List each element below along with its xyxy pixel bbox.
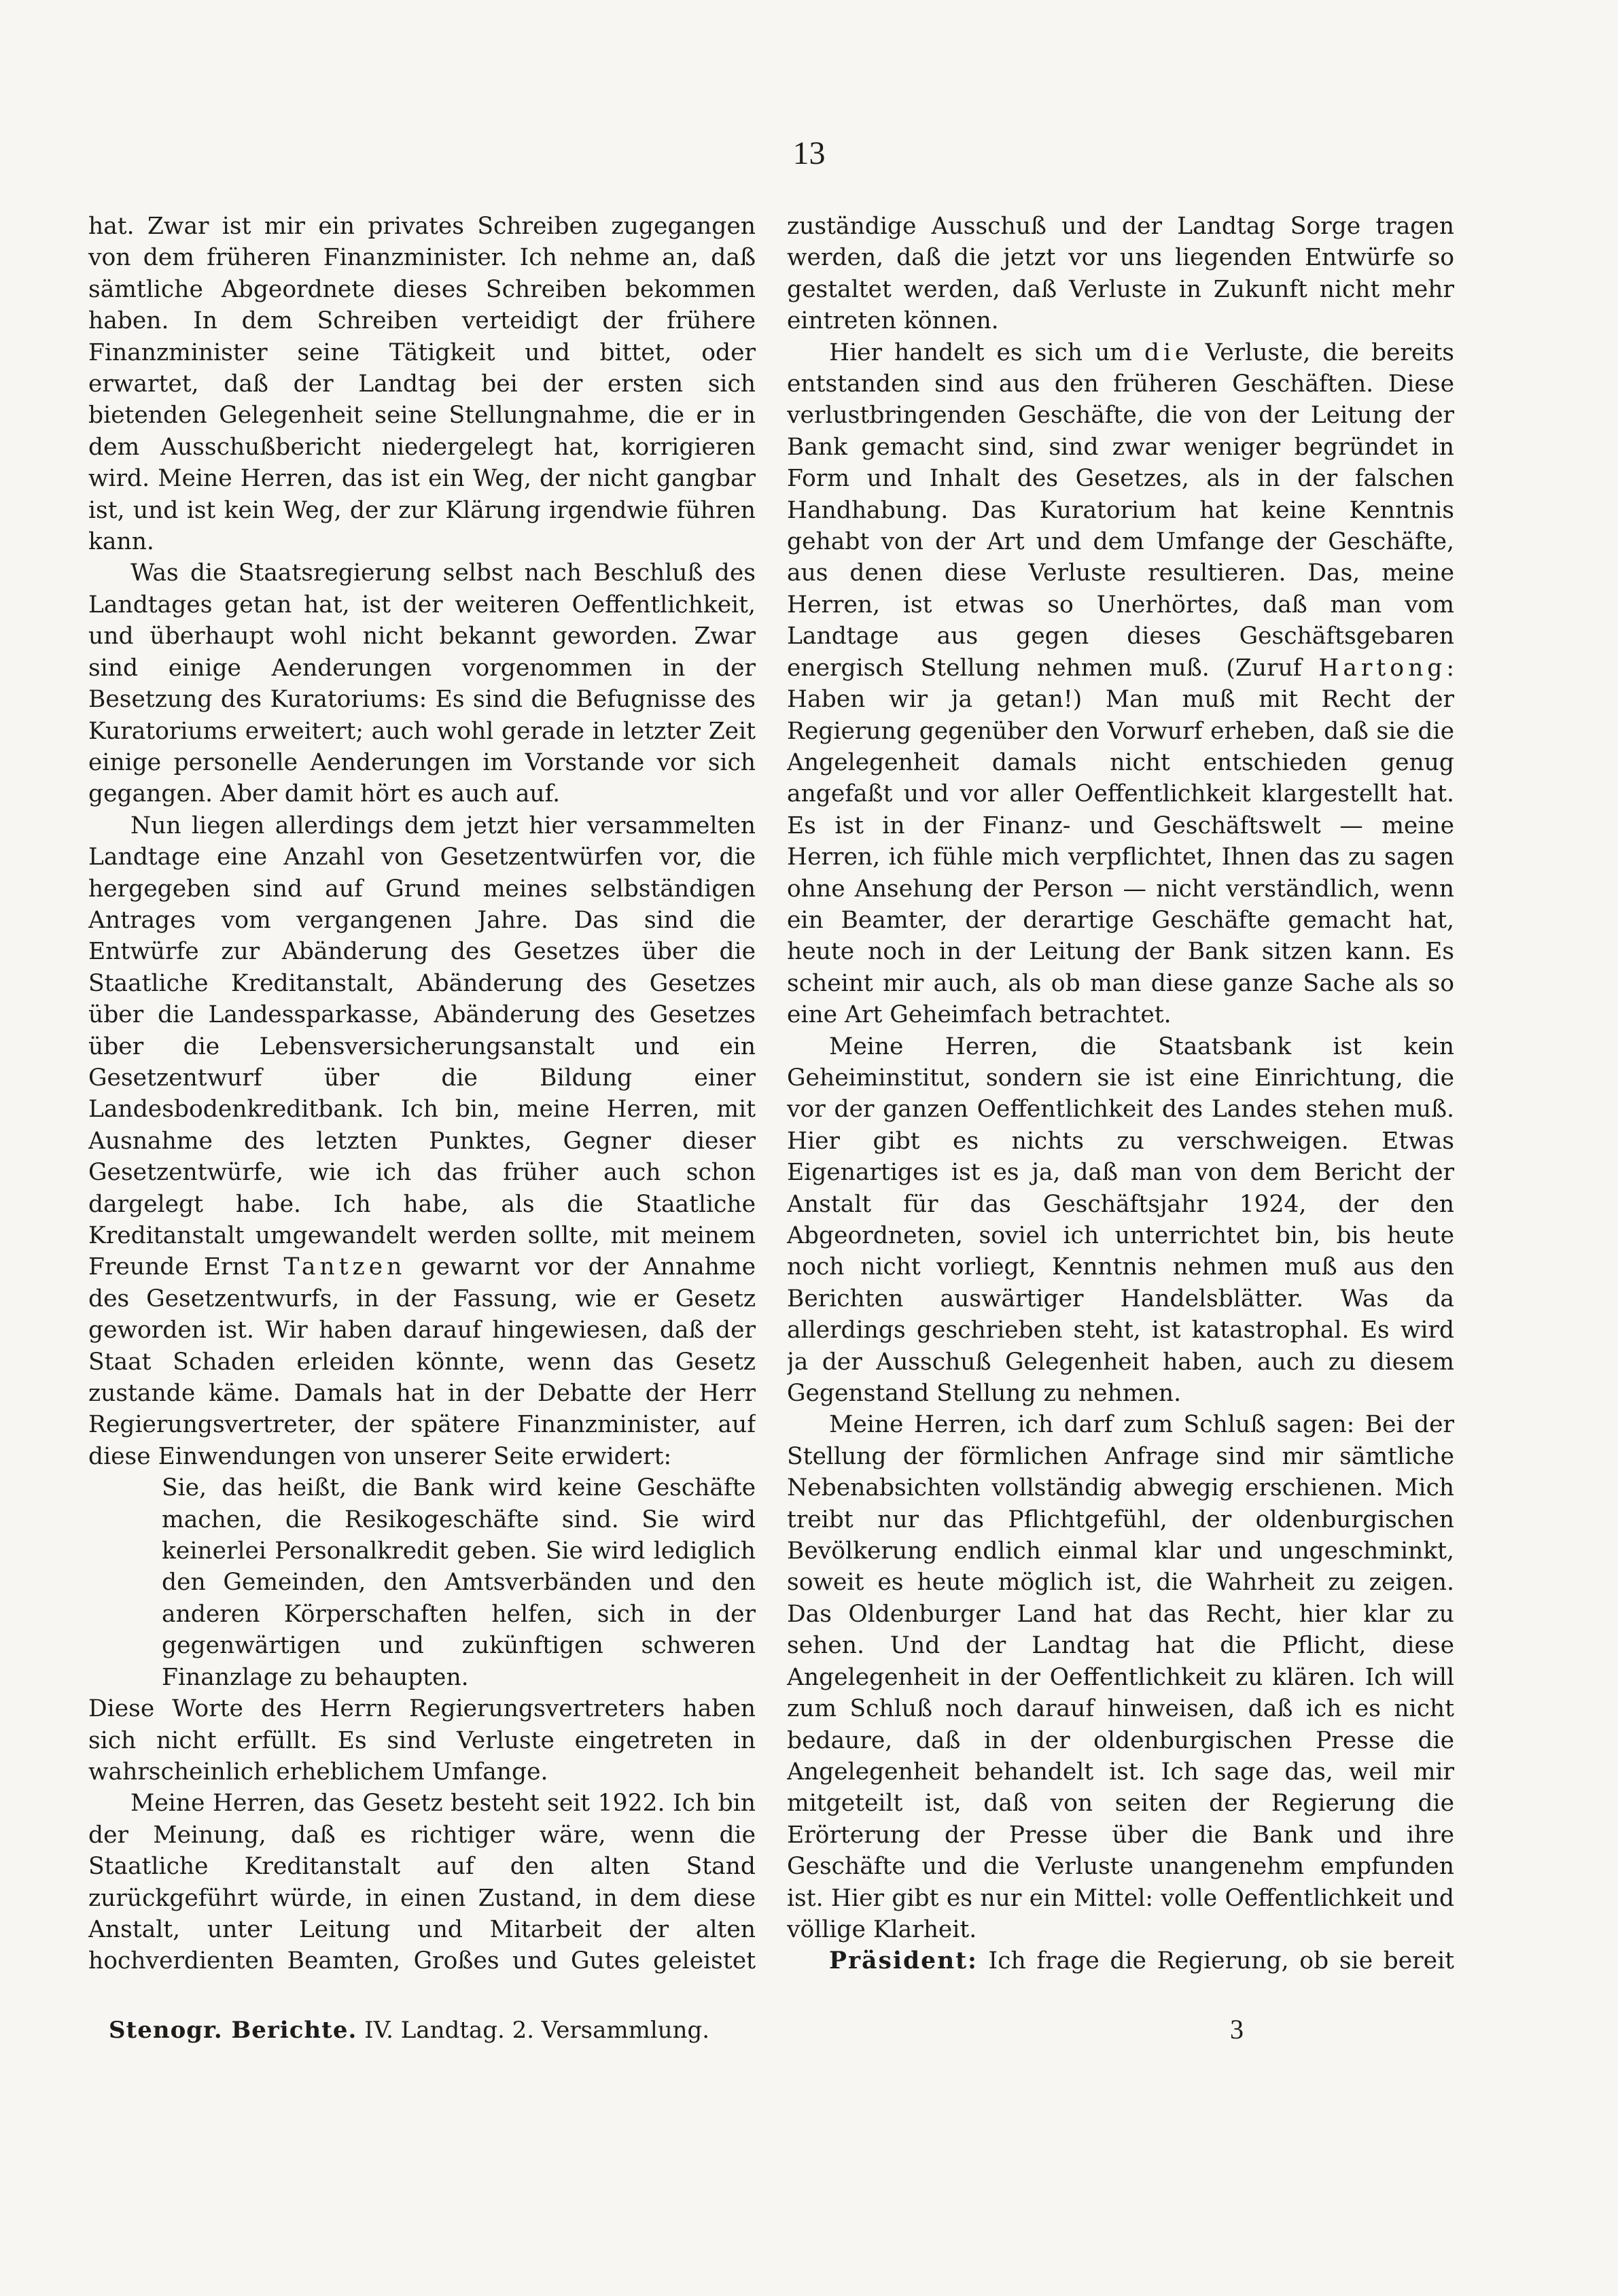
name-tantzen: Tantzen — [283, 1253, 406, 1281]
paragraph: Diese Worte des Herrn Regierungsvertreters haben sich nicht erfüllt. Es sind Verluste eingetreten in wahrscheinlich erheblichem Umfange. — [88, 1695, 756, 1786]
name-hartong: Hartong — [1318, 654, 1447, 682]
footer-citation — [109, 2015, 709, 2046]
paragraph-text: Ich frage die Regierung, ob sie bereit — [988, 1947, 1454, 1975]
footer-journal: Stenogr. Berichte. — [109, 2017, 357, 2044]
paragraph — [787, 1945, 1454, 1978]
left-column — [88, 211, 756, 1978]
footer-session: IV. Landtag. 2. Versammlung. — [364, 2017, 710, 2044]
speaker-president: Präsident: — [829, 1947, 978, 1975]
paragraph-text: Verluste, die bereits entstanden sind aus den früheren Geschäften. Diese verlustbringenden Geschäfte, die von der Leitung der Bank gemacht sind, sind zwar weniger begründet in Form und Inhalt des Gesetzes, als in der falschen Handhabung. Das Kuratorium hat keine Kenntnis gehabt von der Art und dem Umfange der Geschäfte, aus denen diese Verluste resultieren. Das, meine Herren, ist etwas so Unerhörtes, daß man vom Landtage aus gegen dieses Geschäftsgebaren energisch Stellung nehmen muß. (Zuruf — [787, 338, 1454, 682]
paragraph: Meine Herren, das Gesetz besteht seit 1922. Ich bin der Meinung, daß es richtiger wäre, wenn die Staatliche Kreditanstalt auf den alten Stand zurückgeführt würde, in einen Zustand, in dem diese Anstalt, unter Leitung und Mitarbeit der alten hochverdienten Beamten, Großes und Gutes geleistet — [88, 1790, 756, 1975]
paragraph: Meine Herren, die Staatsbank ist kein Geheiminstitut, sondern sie ist eine Einrichtung, die vor der ganzen Oeffentlichkeit des Landes stehen muß. Hier gibt es nichts zu verschweigen. Etwas Eigenartiges ist es ja, daß man von dem Bericht der Anstalt für das Geschäftsjahr 1924, der den Abgeordneten, soviel ich unterrichtet bin, bis heute noch nicht vorliegt, Kenntnis nehmen muß aus den Berichten auswärtiger Handelsblätter. Was da allerdings geschrieben steht, ist katastrophal. Es wird ja der Ausschuß Gelegenheit haben, auch zu diesem Gegenstand Stellung zu nehmen. — [787, 1032, 1454, 1408]
paragraph: zuständige Ausschuß und der Landtag Sorge tragen werden, daß die jetzt vor uns liegenden Entwürfe so gestaltet werden, daß Verluste in Zukunft nicht mehr eintreten können. — [787, 213, 1454, 335]
paragraph-text: gewarnt vor der Annahme des Gesetzentwurfs, in der Fassung, wie er Gesetz geworden ist. Wir haben darauf hingewiesen, daß der Staat Schaden erleiden könnte, wenn das Gesetz zustande käme. Damals hat in der Debatte der Herr Regierungsvertreter, der spätere Finanzminister, auf diese Einwendungen von unserer Seite erwidert: — [88, 1253, 756, 1470]
paragraph: Was die Staatsregierung selbst nach Beschluß des Landtages getan hat, ist der weiteren Oeffentlichkeit, und überhaupt wohl nicht bekannt geworden. Zwar sind einige Aenderungen vorgenommen in der Besetzung des Kuratoriums: Es sind die Befugnisse des Kuratoriums erweitert; auch wohl gerade in letzter Zeit einige personelle Aenderungen im Vorstande vor sich gegangen. Aber damit hört es auch auf. — [88, 559, 756, 808]
page-number: 13 — [792, 135, 826, 171]
paragraph: Meine Herren, ich darf zum Schluß sagen: Bei der Stellung der förmlichen Anfrage sind mir sämtliche Nebenabsichten vollständig abwegig erschienen. Mich treibt nur das Pflichtgefühl, der oldenburgischen Bevölkerung endlich einmal klar und ungeschminkt, soweit es heute möglich ist, die Wahrheit zu zeigen. Das Oldenburger Land hat das Recht, hier klar zu sehen. Und der Landtag hat die Pflicht, diese Angelegenheit in der Oeffentlichkeit zu klären. Ich will zum Schluß noch darauf hinweisen, daß ich es nicht bedaure, daß in der oldenburgischen Presse die Angelegenheit behandelt ist. Ich sage das, weil mir mitgeteilt ist, daß von seiten der Regierung die Erörterung der Presse über die Bank und ihre Geschäfte und die Verluste unangenehm empfunden ist. Hier gibt es nur ein Mittel: volle Oeffentlichkeit und völlige Klarheit. — [787, 1411, 1454, 1943]
paragraph: hat. Zwar ist mir ein privates Schreiben zugegangen von dem früheren Finanzminister. Ich nehme an, daß sämtliche Abgeordnete dieses Schreiben bekommen haben. In dem Schreiben verteidigt der frühere Finanzminister seine Tätigkeit und bittet, oder erwartet, daß der Landtag bei der ersten sich bietenden Gelegenheit seine Stellungnahme, die er in dem Ausschußbericht niedergelegt hat, korrigieren wird. Meine Herren, das ist ein Weg, der nicht gangbar ist, und ist kein Weg, der zur Klärung irgendwie führen kann. — [88, 213, 756, 556]
paragraph — [88, 810, 756, 1473]
sheet-signature: 3 — [1230, 2014, 1244, 2045]
emphasized-word: die — [1144, 338, 1193, 366]
quotation: Sie, das heißt, die Bank wird keine Geschäfte machen, die Resikogeschäfte sind. Sie wird keinerlei Personalkredit geben. Sie wird lediglich den Gemeinden, den Amtsverbänden und den anderen Körperschaften helfen, sich in der gegenwärtigen und zukünftigen schweren Finanzlage zu behaupten. — [162, 1474, 756, 1691]
paragraph-text: Hier handelt es sich um — [829, 338, 1132, 366]
paragraph-text: Nun liegen allerdings dem jetzt hier versammelten Landtage eine Anzahl von Gesetzentwürfen vor, die hergegeben sind auf Grund meines selbständigen Antrages vom vergangenen Jahre. Das sind die Entwürfe zur Abänderung des Gesetzes über die Staatliche Kreditanstalt, Abänderung des Gesetzes über die Landessparkasse, Abänderung des Gesetzes über die Lebensversicherungsanstalt und ein Gesetzentwurf über die Bildung einer Landesbodenkreditbank. Ich bin, meine Herren, mit Ausnahme des letzten Punktes, Gegner dieser Gesetzentwürfe, wie ich das früher auch schon dargelegt habe. Ich habe, als die Staatliche Kreditanstalt umgewandelt werden sollte, mit meinem Freunde Ernst — [88, 812, 756, 1281]
paragraph-text: : Haben wir ja getan!) Man muß mit Recht der Regierung gegenüber den Vorwurf erheben, daß sie die Angelegenheit damals nicht entschieden genug angefaßt und vor aller Oeffentlichkeit klargestellt hat. Es ist in der Finanz- und Geschäftswelt — meine Herren, ich fühle mich verpflichtet, Ihnen das zu sagen ohne Ansehung der Person — nicht verständlich, wenn ein Beamter, der derartige Geschäfte gemacht hat, heute noch in der Leitung der Bank sitzen kann. Es scheint mir auch, als ob man diese ganze Sache als so eine Art Geheimfach betrachtet. — [787, 654, 1454, 1029]
paragraph — [787, 337, 1454, 1031]
right-column — [787, 211, 1454, 1978]
